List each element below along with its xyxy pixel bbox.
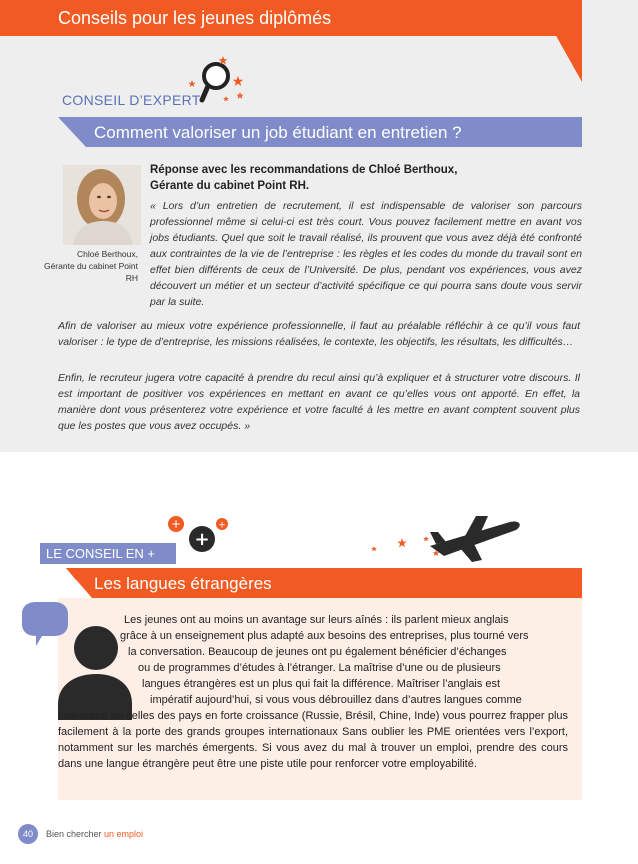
question-bar-notch [58,117,86,147]
section-title: Les langues étrangères [94,574,272,593]
star-icon [233,76,244,86]
langues-line-4: ou de programmes d’études à l’étranger. La maîtrise d’une ou de plusieurs [138,662,501,674]
conseil-plus-label: LE CONSEIL EN + [46,546,155,561]
langues-line-3: la conversation. Beaucoup de jeunes ont pu également bénéficier d’échanges [128,646,507,658]
question-title: Comment valoriser un job étudiant en entretien ? [94,123,462,142]
langues-line-1: Les jeunes ont au moins un avantage sur leurs aînés : ils parlent mieux anglais [124,614,509,626]
footer-text [46,829,143,839]
langues-rest: l’allemand ou celles des pays en forte croissance (Russie, Brésil, Chine, Inde) vous pourrez frapper plus facilement à la porte des grands groupes internationaux Sans oublier les PME orientées vers l’export, notamment sur les marchés émergents. Si vous avez du mal à trouver un emploi, prendre des cours dans une langue étrangère peut être une piste utile pour renforcer votre employabilité. [58,710,568,770]
footer-text-prefix: Bien chercher [46,829,105,839]
langues-line-6: impératif aujourd’hui, si vous vous débrouillez dans d’autres langues comme [150,694,522,706]
expert-advice-label: CONSEIL D’EXPERT [62,92,201,108]
langues-line-5: langues étrangères est un plus qui fait la différence. Maîtriser l’anglais est [142,678,501,690]
star-icon [236,92,243,99]
svg-text:+: + [170,517,182,531]
footer-text-accent: un emploi [104,829,144,839]
page-header-title: Conseils pour les jeunes diplômés [58,8,332,28]
photo-caption-name: Chloé Berthoux, [77,249,138,259]
airplane-icon [368,512,524,564]
star-icon [371,546,377,551]
section-bar-notch [40,568,92,598]
speech-bubble-icon [22,602,68,646]
star-icon [188,80,196,87]
answer-intro [150,162,580,194]
langues-line-2: grâce à un enseignement plus adapté aux besoins des entreprises, plus tourné vers [120,630,529,642]
svg-text:+: + [194,529,210,550]
svg-text:+: + [218,520,226,531]
page-number: 40 [18,824,38,844]
star-icon [423,536,429,541]
star-icon [397,538,407,547]
portrait-photo [63,165,141,245]
header-fold-decoration [536,0,582,82]
star-icon [223,96,229,101]
expert-quote: « Lors d’un entretien de recrutement, il est indispensable de valoriser son parcours professionnel même si celui-ci est très court. Vous pouvez facilement mettre en avant vos jobs étudiants. Quel que soit le travail réalisé, ils prouvent que vous avez déjà été confronté aux contraintes de la vie de l’entreprise : les règles et les codes du monde du travail sont en effet bien différents de ceux de l’Université. De plus, pendant vos expériences, vous avez découvert un métier et un secteur d’activité spécifique ce qui pourra sans doute vous servir par la suite. [150,200,582,308]
expert-paragraph-1: Afin de valoriser au mieux votre expérience professionnelle, il faut au préalable réfléchir à ce qu’il vous faut valoriser : le type de d’entreprise, les missions réalisées, le contexte, les objectifs, les résultats, les difficultés… [58,320,580,348]
photo-caption-role: Gérante du cabinet Point RH [43,261,138,283]
photo-caption [30,248,138,284]
expert-paragraph-2: Enfin, le recruteur jugera votre capacité à prendre du recul ainsi qu’à expliquer et à structurer votre discours. Il est important de positiver vos expériences en mettant en avant ce qu’elles vous ont apporté. En effet, la manière dont vous présenterez votre expérience et votre faculté à les mettre en avant comptent souvent plus que les postes que vous avez occupés. » [58,372,580,432]
answer-intro-line-2: Gérante du cabinet Point RH. [150,180,310,192]
langues-text [58,612,568,772]
answer-intro-line-1: Réponse avec les recommandations de Chloé Berthoux, [150,164,458,176]
